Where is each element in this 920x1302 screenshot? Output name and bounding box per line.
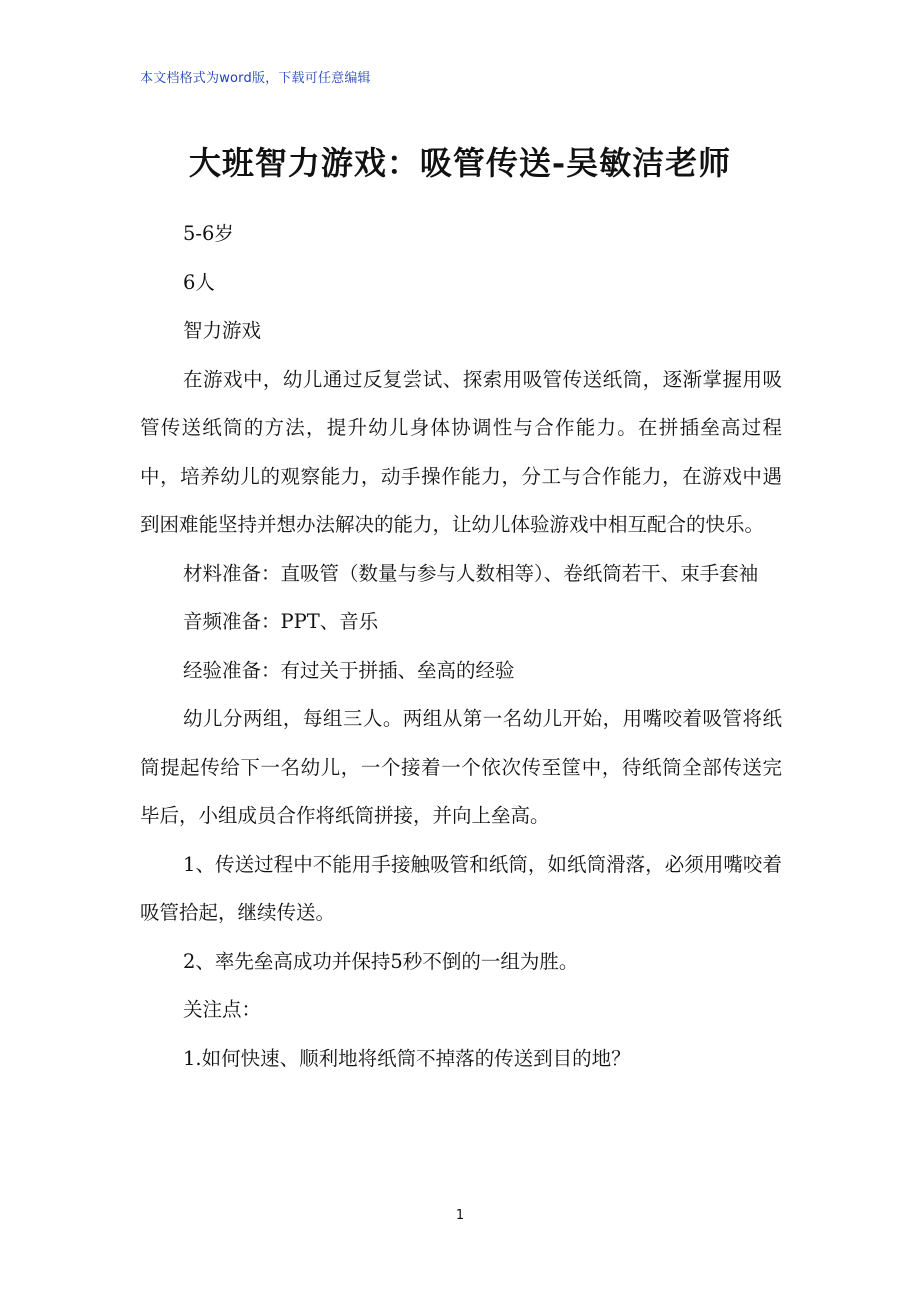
header-note: 本文档格式为word版，下载可任意编辑 [140, 71, 371, 86]
rule-2-paragraph: 2、率先垒高成功并保持5秒不倒的一组为胜。 [183, 949, 579, 973]
game-category: 智力游戏 [183, 319, 262, 342]
experience-paragraph: 经验准备：有过关于拼插、垒高的经验 [183, 658, 515, 682]
age-range: 5-6岁 [183, 222, 234, 245]
document-title: 大班智力游戏：吸管传送-吴敏洁老师 [188, 144, 732, 182]
player-count: 6人 [183, 270, 215, 294]
focus-heading: 关注点： [183, 998, 262, 1021]
game-goal-paragraph: 在游戏中，幼儿通过反复尝试、探索用吸管传送纸筒，逐渐掌握用吸管传送纸筒的方法，提升幼儿身体协调性与合作能力。在拼插垒高过程中，培养幼儿的观察能力，动手操作能力，分工与合作能力，在游戏中遇到困难能坚持并想办法解决的能力，让幼儿体验游戏中相互配合的快乐。 [140, 367, 782, 536]
rule-1-paragraph: 1、传送过程中不能用手接触吸管和纸筒，如纸筒滑落，必须用嘴咬着吸管拾起，继续传送。 [140, 852, 782, 924]
audio-paragraph: 音频准备：PPT、音乐 [183, 610, 379, 633]
page-number: 1 [455, 1208, 465, 1223]
materials-paragraph: 材料准备：直吸管（数量与参与人数相等）、卷纸筒若干、束手套袖 [183, 561, 759, 585]
document-body [140, 210, 782, 1083]
play-method-paragraph: 幼儿分两组，每组三人。两组从第一名幼儿开始，用嘴咬着吸管将纸筒提起传给下一名幼儿，一个接着一个依次传至筐中，待纸筒全部传送完毕后，小组成员合作将纸筒拼接，并向上垒高。 [140, 707, 782, 827]
focus-1-paragraph: 1.如何快速、顺利地将纸筒不掉落的传送到目的地？ [183, 1046, 631, 1070]
